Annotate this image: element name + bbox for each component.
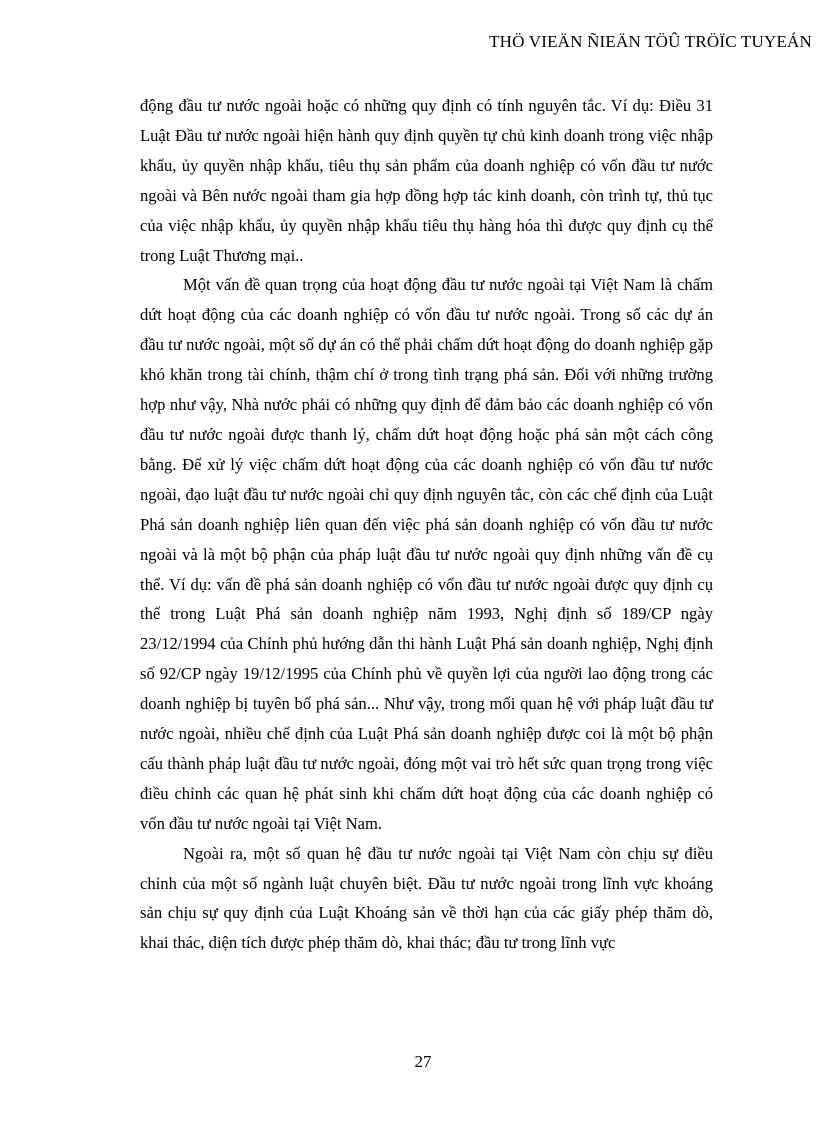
paragraph: Ngoài ra, một số quan hệ đầu tư nước ngoài tại Việt Nam còn chịu sự điều chỉnh của một số ngành luật chuyên biệt. Đầu tư nước ngoài trong lĩnh vực khoáng sản chịu sự quy định của Luật Khoáng sản về thời hạn của các giấy phép thăm dò, khai thác, diện tích được phép thăm dò, khai thác; đầu tư trong lĩnh vực xyxy=(140,843,713,953)
running-header: THÖ VIEÄN ÑIEÄN TÖÛ TRÖÏC TUYEÁN xyxy=(489,32,812,51)
paragraph-continued: động đầu tư nước ngoài hoặc có những quy định có tính nguyên tắc. Ví dụ: Điều 31 Luật Đầu tư nước ngoài hiện hành quy định quyền tự chủ kinh doanh trong việc nhập khẩu, ủy quyền nhập khẩu, tiêu thụ sản phẩm của doanh nghiệp có vốn đầu tư nước ngoài và Bên nước ngoài tham gia hợp đồng hợp tác kinh doanh, còn trình tự, thủ tục của việc nhập khẩu, ủy quyền nhập khẩu tiêu thụ hàng hóa thì được quy định cụ thể trong Luật Thương mại.. xyxy=(140,96,713,265)
document-body xyxy=(140,91,713,958)
page-number: 27 xyxy=(414,1052,432,1071)
paragraph: Một vấn đề quan trọng của hoạt động đầu tư nước ngoài tại Việt Nam là chấm dứt hoạt động của các doanh nghiệp có vốn đầu tư nước ngoài. Trong số các dự án đầu tư nước ngoài, một số dự án có thể phải chấm dứt hoạt động do doanh nghiệp gặp khó khăn trong tài chính, thậm chí ở trong tình trạng phá sản. Đối với những trường hợp như vậy, Nhà nước phải có những quy định để đảm bảo các doanh nghiệp có vốn đầu tư nước ngoài được thanh lý, chấm dứt hoạt động hoặc phá sản một cách công bằng. Để xử lý việc chấm dứt hoạt động của các doanh nghiệp có vốn đầu tư nước ngoài, đạo luật đầu tư nước ngoài chỉ quy định nguyên tắc, còn các chế định của Luật Phá sản doanh nghiệp liên quan đến việc phá sản doanh nghiệp có vốn đầu tư nước ngoài và là một bộ phận của pháp luật đầu tư nước ngoài quy định những vấn đề cụ thể. Ví dụ: vấn đề phá sản doanh nghiệp có vốn đầu tư nước ngoài được quy định cụ thể trong Luật Phá sản doanh nghiệp năm 1993, Nghị định số 189/CP ngày 23/12/1994 của Chính phủ hướng dẫn thi hành Luật Phá sản doanh nghiệp, Nghị định số 92/CP ngày 19/12/1995 của Chính phủ về quyền lợi của người lao động trong các doanh nghiệp bị tuyên bố phá sản... Như vậy, trong mối quan hệ với pháp luật đầu tư nước ngoài, nhiều chế định của Luật Phá sản doanh nghiệp được coi là một bộ phận cấu thành pháp luật đầu tư nước ngoài, đóng một vai trò hết sức quan trọng trong việc điều chỉnh các quan hệ phát sinh khi chấm dứt hoạt động của các doanh nghiệp có vốn đầu tư nước ngoài tại Việt Nam. xyxy=(140,275,713,833)
